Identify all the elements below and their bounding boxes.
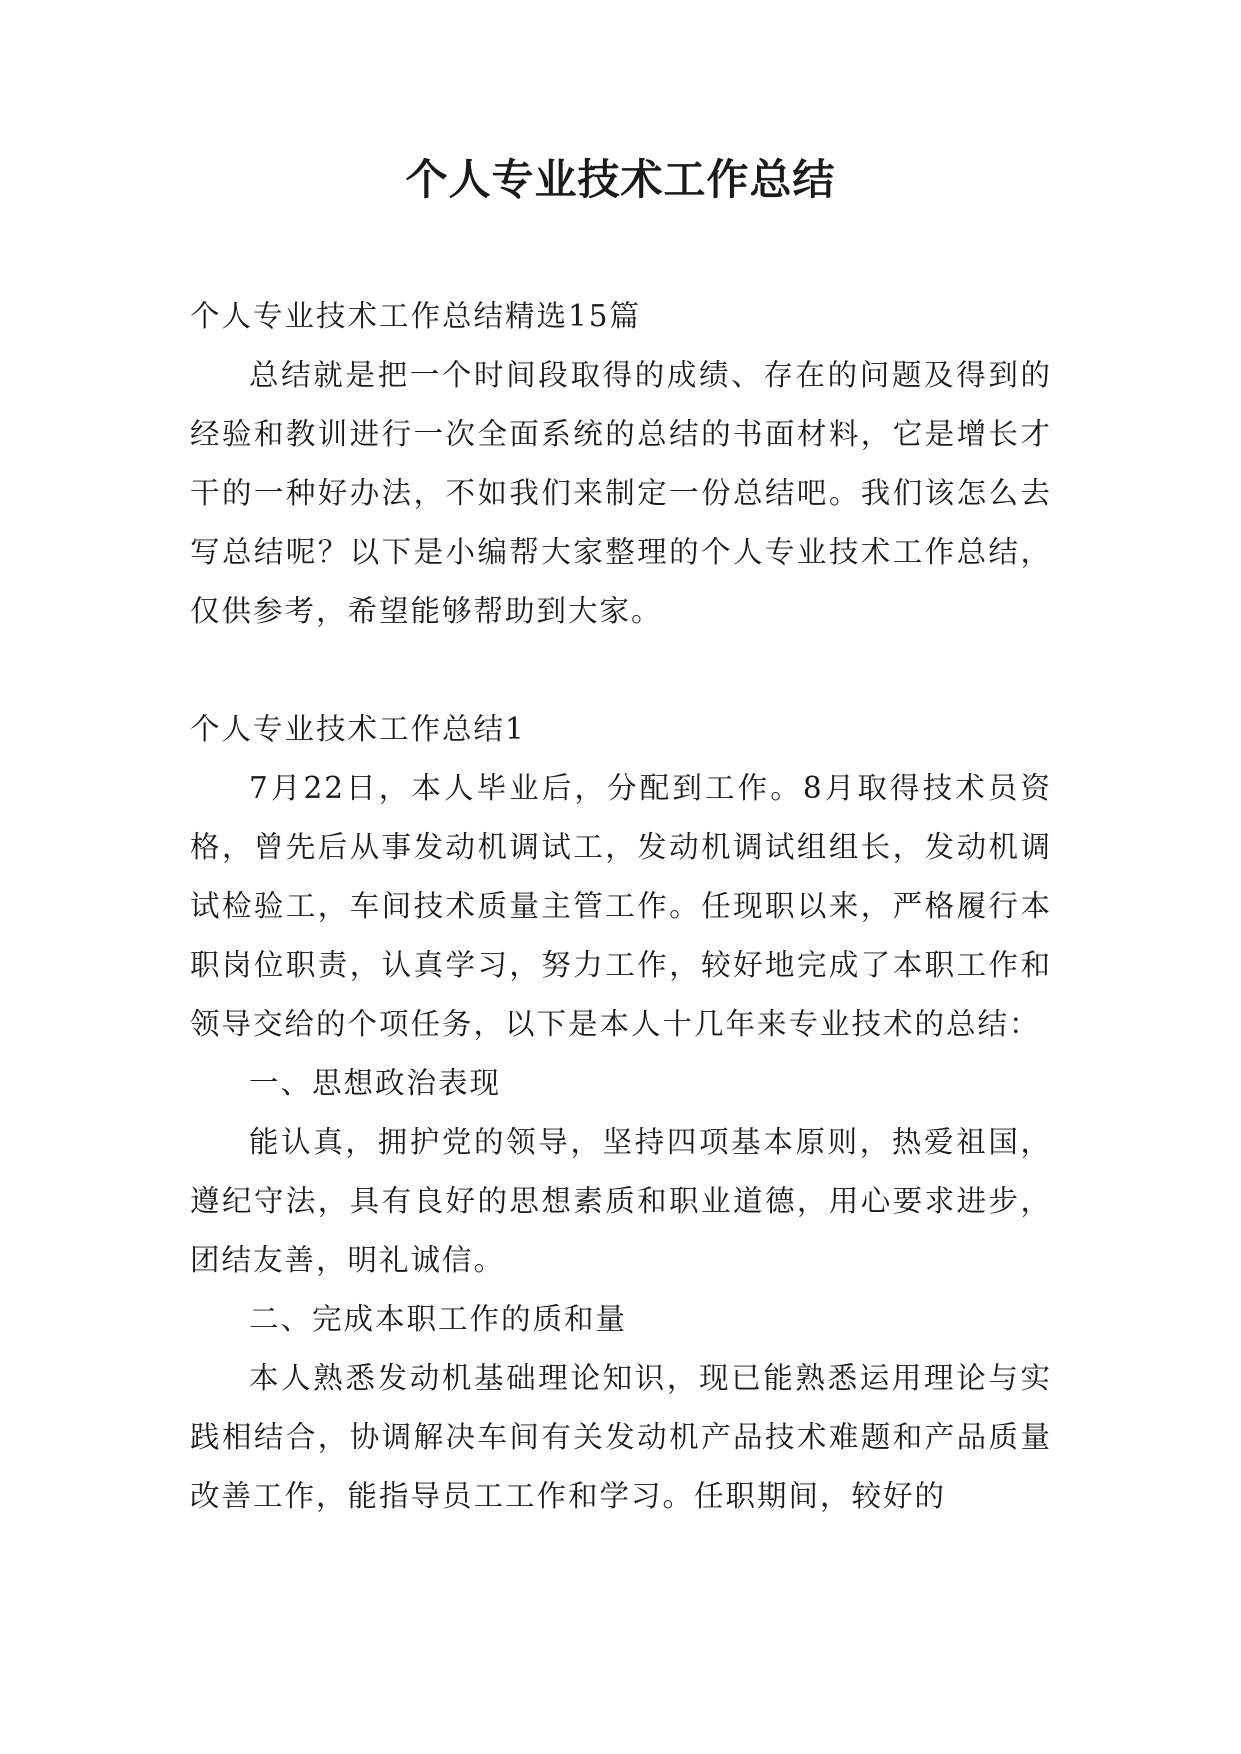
blank-line bbox=[190, 641, 1052, 700]
section-heading: 个人专业技术工作总结1 bbox=[190, 712, 526, 746]
subheading-work: 二、完成本职工作的质和量 bbox=[249, 1302, 628, 1336]
intro-paragraph: 总结就是把一个时间段取得的成绩、存在的问题及得到的经验和教训进行一次全面系统的总结的书面材料，它是增长才干的一种好办法，不如我们来制定一份总结吧。我们该怎么去写总结呢？以下是小编帮大家整理的个人专业技术工作总结，仅供参考，希望能够帮助到大家。 bbox=[190, 358, 1052, 628]
document-body bbox=[190, 287, 1052, 1526]
document-title: 个人专业技术工作总结 bbox=[405, 155, 836, 204]
subheading-politics: 一、思想政治表现 bbox=[249, 1066, 502, 1100]
section-paragraph: 7月22日，本人毕业后，分配到工作。8月取得技术员资格，曾先后从事发动机调试工，发动机调试组组长，发动机调试检验工，车间技术质量主管工作。任现职以来，严格履行本职岗位职责，认真学习，努力工作，较好地完成了本职工作和领导交给的个项任务，以下是本人十几年来专业技术的总结： bbox=[190, 771, 1052, 1041]
work-paragraph: 本人熟悉发动机基础理论知识，现已能熟悉运用理论与实践相结合，协调解决车间有关发动机产品技术难题和产品质量改善工作，能指导员工工作和学习。任职期间，较好的 bbox=[190, 1361, 1052, 1513]
document-subtitle: 个人专业技术工作总结精选15篇 bbox=[190, 299, 642, 333]
politics-paragraph: 能认真，拥护党的领导，坚持四项基本原则，热爱祖国，遵纪守法，具有良好的思想素质和职业道德，用心要求进步，团结友善，明礼诚信。 bbox=[190, 1125, 1052, 1277]
